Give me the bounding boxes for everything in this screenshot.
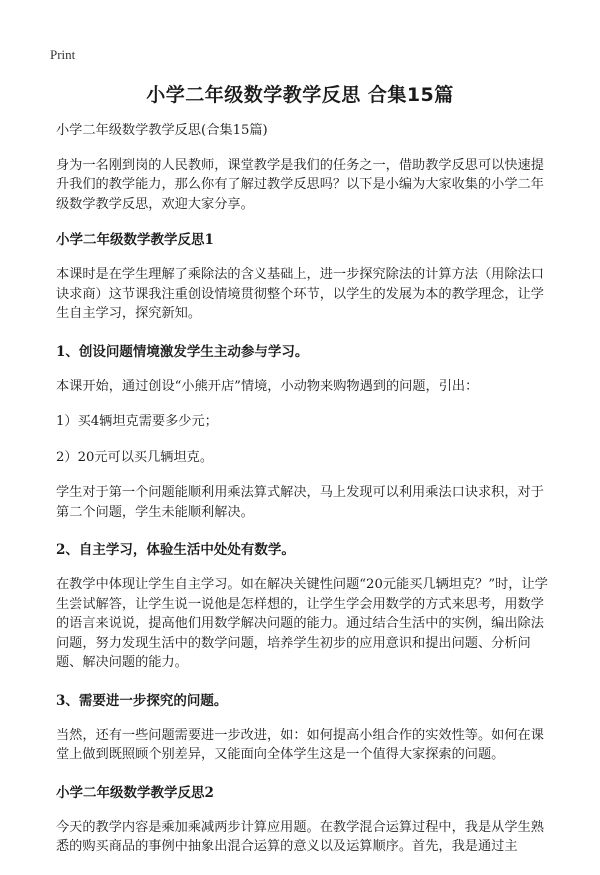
point2-paragraph: 在教学中体现让学生自主学习。如在解决关键性问题“20元能买几辆坦克？”时，让学生尝试解答，让学生说一说他是怎样想的，让学生学会用数学的方式来思考，用数学的语言来说说，提高他们用数学解决问题的能力。通过结合生活中的实例，编出除法问题，努力发现生活中的数学问题，培养学生初步的应用意识和提出问题、分析问题、解决问题的能力。 (56, 577, 548, 670)
section2-paragraph: 今天的教学内容是乘加乘减两步计算应用题。在教学混合运算过程中，我是从学生熟悉的购买商品的事例中抽象出混合运算的意义以及运算顺序。首先，我是通过主 (56, 819, 544, 854)
print-label: Print (50, 47, 76, 62)
section-heading-1: 小学二年级数学教学反思1 (56, 232, 214, 248)
point-heading-2: 2、自主学习，体验生活中处处有数学。 (56, 542, 295, 558)
document-body (56, 121, 550, 875)
point1-paragraph: 本课开始，通过创设“小熊开店”情境，小动物来购物遇到的问题，引出： (56, 378, 479, 394)
point1-list-item-1: 1）买4辆坦克需要多少元； (56, 414, 218, 429)
point1-paragraph-2: 学生对于第一个问题能顺利用乘法算式解决，马上发现可以利用乘法口诀求积，对于第二个问题，学生未能顺利解决。 (56, 485, 544, 520)
point-heading-3: 3、需要进一步探究的问题。 (56, 692, 228, 709)
section-heading-2: 小学二年级数学教学反思2 (56, 784, 214, 801)
intro-paragraph: 身为一名刚到岗的人民教师，课堂教学是我们的任务之一，借助教学反思可以快速提升我们的教学能力，那么你有了解过教学反思吗？以下是小编为大家收集的小学二年级数学教学反思，欢迎大家分享。 (56, 157, 544, 212)
point-heading-1: 1、创设问题情境激发学生主动参与学习。 (56, 343, 309, 360)
point3-paragraph: 当然，还有一些问题需要进一步改进，如：如何提高小组合作的实效性等。如何在课堂上做到既照顾个别差异，又能面向全体学生这是一个值得大家探索的问题。 (56, 727, 544, 762)
point1-list-item-2: 2）20元可以买几辆坦克。 (56, 449, 214, 465)
document-title: 小学二年级数学教学反思 合集15篇 (146, 84, 454, 106)
document-subtitle: 小学二年级数学教学反思(合集15篇) (56, 123, 268, 138)
section1-paragraph: 本课时是在学生理解了乘除法的含义基础上，进一步探究除法的计算方法（用除法口诀求商）这节课我注重创设情境贯彻整个环节，以学生的发展为本的教学理念，让学生自主学习，探究新知。 (56, 267, 544, 321)
